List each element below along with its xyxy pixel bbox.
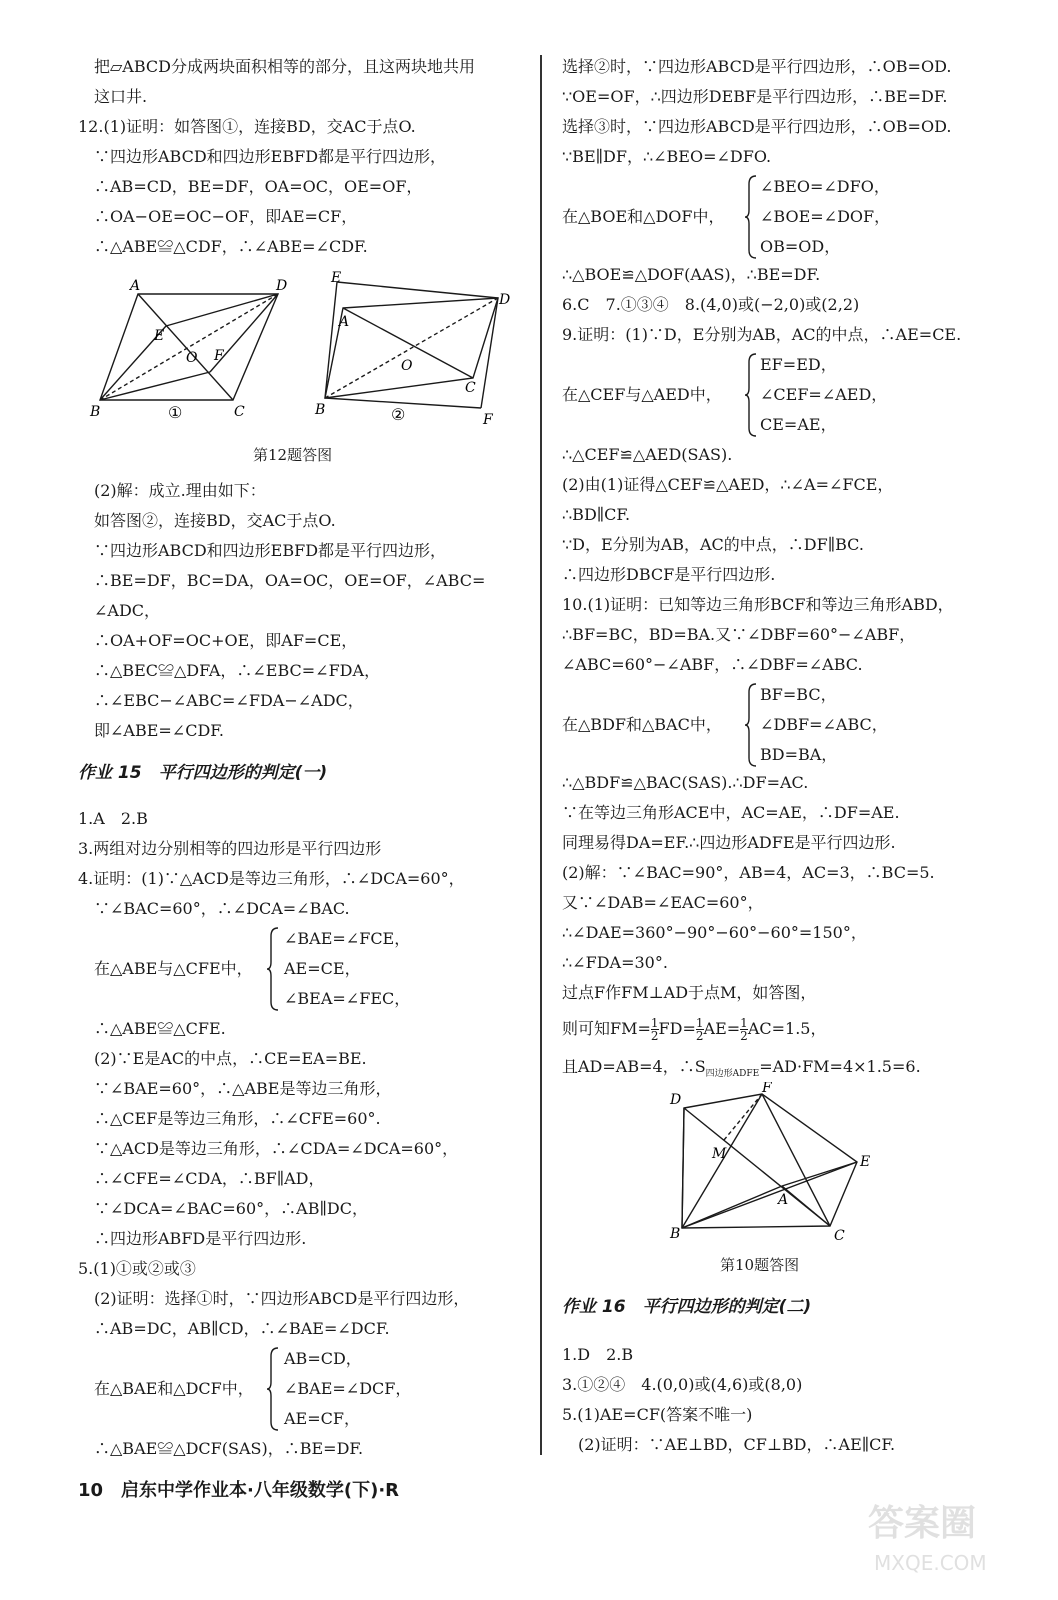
formula-text: AE=: [703, 1019, 741, 1038]
text-line: 3.①②④ 4.(0,0)或(4,6)或(8,0): [562, 1375, 803, 1394]
brace-system: [562, 680, 982, 772]
column-divider: [540, 55, 542, 1455]
label-F: F: [214, 348, 224, 364]
text-line: (2)由(1)证得△CEF≌△AED，∴∠A=∠FCE，: [562, 475, 894, 494]
text-line: ∴△BOE≌△DOF(AAS)，∴BE=DF.: [562, 265, 821, 284]
text-line: 同理易得DA=EF.∴四边形ADFE是平行四边形.: [562, 833, 896, 852]
subscript: 四边形ADFE: [705, 1069, 760, 1080]
svg-text:答案圈: 答案圈: [868, 1503, 977, 1544]
text-line: 选择②时，∵四边形ABCD是平行四边形，∴OB=OD.: [562, 57, 952, 76]
text-line: 5.(1)AE=CF(答案不唯一): [562, 1405, 753, 1424]
text-line: 1.D 2.B: [562, 1345, 634, 1364]
page-footer: 10 启东中学作业本·八年级数学(下)·R: [78, 1480, 400, 1501]
label-B: B: [315, 402, 326, 418]
label-D: D: [499, 292, 511, 308]
label-F: F: [483, 412, 493, 428]
brace-item: ∠BAE=∠FCE，: [284, 929, 411, 948]
brace-item: OB=OD，: [760, 237, 841, 256]
brace-system: [78, 924, 478, 1016]
area-formula-line: [562, 1056, 921, 1085]
text-line: ∵四边形ABCD和四边形EBFD都是平行四边形，: [78, 541, 447, 560]
brace-system: [78, 1344, 478, 1436]
text-line: 又∵∠DAB=∠EAC=60°，: [562, 893, 764, 912]
brace-item: ∠BOE=∠DOF，: [760, 207, 891, 226]
text-line: ∴BF=BC，BD=BA.又∵∠DBF=60°−∠ABF，: [562, 625, 916, 644]
label-D: D: [276, 278, 288, 294]
text-line: ∵BE∥DF，∴∠BEO=∠DFO.: [562, 147, 772, 166]
text-line: ∴∠EBC−∠ABC=∠FDA−∠ADC，: [78, 691, 364, 710]
figure-12-2: [313, 270, 513, 430]
label-E: E: [331, 270, 342, 286]
brace-icon: [744, 682, 758, 768]
brace-icon: [266, 1346, 280, 1432]
label-O: O: [401, 358, 413, 374]
text-line: ∴△ABE≌△CFE.: [78, 1019, 226, 1038]
text-line: ∵∠DCA=∠BAC=60°，∴AB∥DC，: [78, 1199, 368, 1218]
formula-text: FD=: [658, 1019, 696, 1038]
label-M: M: [712, 1146, 727, 1162]
text-line: ∵D，E分别为AB，AC的中点，∴DF∥BC.: [562, 535, 864, 554]
brace-label: 在△BOE和△DOF中，: [562, 207, 725, 226]
label-E: E: [860, 1154, 871, 1170]
formula-text: 则可知FM=: [562, 1019, 651, 1038]
figure-caption: 第12题答图: [253, 446, 333, 464]
watermark-logo: [858, 1490, 1018, 1580]
brace-item: ∠BEA=∠FEC，: [284, 989, 411, 1008]
text-line: ∴△BDF≌△BAC(SAS).∴DF=AC.: [562, 773, 809, 792]
brace-item: BD=BA，: [760, 745, 838, 764]
text-line: 9.证明：(1)∵D，E分别为AB，AC的中点，∴AE=CE.: [562, 325, 962, 344]
fm-formula-line: [562, 1014, 826, 1044]
brace-system: [562, 172, 982, 264]
brace-item: AE=CF，: [284, 1409, 360, 1428]
fraction-half: $\frac{1}{2}$: [695, 1016, 704, 1043]
text-line: (2)证明：选择①时，∵四边形ABCD是平行四边形，: [78, 1289, 470, 1308]
brace-item: AE=CE，: [284, 959, 361, 978]
section-heading-hw16: 作业 16 平行四边形的判定(二): [562, 1297, 812, 1317]
text-line: 6.C 7.①③④ 8.(4,0)或(−2,0)或(2,2): [562, 295, 860, 314]
text-line: ∵OE=OF，∴四边形DEBF是平行四边形，∴BE=DF.: [562, 87, 948, 106]
fraction-half: $\frac{1}{2}$: [650, 1016, 659, 1043]
section-heading-hw15: 作业 15 平行四边形的判定(一): [78, 763, 328, 783]
text-line: ∵△ACD是等边三角形，∴∠CDA=∠DCA=60°，: [78, 1139, 459, 1158]
text-line: ∴△BAE≌△DCF(SAS)，∴BE=DF.: [78, 1439, 364, 1458]
label-A: A: [130, 278, 141, 294]
brace-item: BF=BC，: [760, 685, 837, 704]
text-line: ∵∠BAE=60°，∴△ABE是等边三角形，: [78, 1079, 392, 1098]
fraction-half: $\frac{1}{2}$: [740, 1016, 748, 1043]
text-line: ∴∠FDA=30°.: [562, 953, 668, 972]
label-O: O: [186, 350, 198, 366]
text-line: ∴OA−OE=OC−OF，即AE=CF，: [78, 207, 358, 226]
brace-item: CE=AE，: [760, 415, 837, 434]
text-line: ∵∠BAC=60°，∴∠DCA=∠BAC.: [78, 899, 350, 918]
brace-item: ∠BAE=∠DCF，: [284, 1379, 412, 1398]
text-line: ∴四边形DBCF是平行四边形.: [562, 565, 776, 584]
formula-text: AC=1.5，: [747, 1019, 827, 1038]
label-A: A: [339, 314, 350, 330]
label-B: B: [670, 1226, 681, 1242]
svg-text:MXQE.COM: MXQE.COM: [874, 1551, 987, 1575]
text-line: ∴AB=DC，AB∥CD，∴∠BAE=∠DCF.: [78, 1319, 390, 1338]
text-line: ∠ABC=60°−∠ABF，∴∠DBF=∠ABC.: [562, 655, 863, 674]
figure-12-1: [88, 274, 288, 424]
text-line: 即∠ABE=∠CDF.: [78, 721, 224, 740]
brace-label: 在△BDF和△BAC中，: [562, 715, 722, 734]
text-line: ∴∠DAE=360°−90°−60°−60°=150°，: [562, 923, 867, 942]
label-E: E: [154, 328, 165, 344]
label-D: D: [670, 1092, 682, 1108]
text-line: ∴AB=CD，BE=DF，OA=OC，OE=OF，: [78, 177, 423, 196]
text-line: 4.证明：(1)∵△ACD是等边三角形，∴∠DCA=60°，: [78, 869, 465, 888]
brace-item: EF=ED，: [760, 355, 837, 374]
brace-label: 在△CEF与△AED中，: [562, 385, 722, 404]
label-C: C: [834, 1228, 845, 1242]
text-line: ∴∠CFE=∠CDA，∴BF∥AD，: [78, 1169, 325, 1188]
text-line: ∴△BEC≌△DFA，∴∠EBC=∠FDA，: [78, 661, 381, 680]
text-line: 5.(1)①或②或③: [78, 1259, 196, 1278]
figure-caption: 第10题答图: [720, 1256, 800, 1274]
brace-item: AB=CD，: [284, 1349, 362, 1368]
text-line: 如答图②，连接BD，交AC于点O.: [78, 511, 336, 530]
text-line: (2)解：∵∠BAC=90°，AB=4，AC=3，∴BC=5.: [562, 863, 935, 882]
text-line: ∴四边形ABFD是平行四边形.: [78, 1229, 307, 1248]
brace-icon: [744, 174, 758, 260]
figure-10: [662, 1082, 882, 1242]
brace-item: ∠BEO=∠DFO，: [760, 177, 890, 196]
text-line: ∴OA+OF=OC+OE，即AF=CE，: [78, 631, 358, 650]
text-line: ∴△CEF≌△AED(SAS).: [562, 445, 733, 464]
brace-item: ∠CEF=∠AED，: [760, 385, 888, 404]
text-line: 1.A 2.B: [78, 809, 148, 828]
label-B: B: [90, 404, 101, 420]
text-line: 把▱ABCD分成两块面积相等的部分，且这两块地共用: [78, 57, 475, 76]
text-line: (2)∵E是AC的中点，∴CE=EA=BE.: [78, 1049, 367, 1068]
text-line: ∴△CEF是等边三角形，∴∠CFE=60°.: [78, 1109, 381, 1128]
brace-icon: [744, 352, 758, 438]
text-line: 选择③时，∵四边形ABCD是平行四边形，∴OB=OD.: [562, 117, 952, 136]
text-line: 过点F作FM⊥AD于点M，如答图，: [562, 983, 817, 1002]
text-line: ∵四边形ABCD和四边形EBFD都是平行四边形，: [78, 147, 447, 166]
label-C: C: [234, 404, 245, 420]
text-line: 这口井.: [78, 87, 148, 106]
text-line: 12.(1)证明：如答图①，连接BD，交AC于点O.: [78, 117, 416, 136]
label-A: A: [778, 1192, 789, 1208]
text-line: 3.两组对边分别相等的四边形是平行四边形: [78, 839, 382, 858]
label-F: F: [762, 1082, 772, 1096]
formula-text: 且AD=AB=4，∴S: [562, 1057, 706, 1076]
text-line: ∴△ABE≌△CDF，∴∠ABE=∠CDF.: [78, 237, 368, 256]
brace-system: [562, 350, 982, 442]
brace-label: 在△BAE和△DCF中，: [78, 1379, 254, 1398]
text-line: 10.(1)证明：已知等边三角形BCF和等边三角形ABD，: [562, 595, 954, 614]
figure-number: ①: [168, 403, 183, 422]
figure-number: ②: [391, 405, 406, 424]
brace-icon: [266, 926, 280, 1012]
brace-label: 在△ABE与△CFE中，: [78, 959, 253, 978]
text-line: (2)解：成立.理由如下：: [78, 481, 266, 500]
label-C: C: [465, 380, 476, 396]
text-line: ∴BE=DF，BC=DA，OA=OC，OE=OF，∠ABC=: [78, 571, 486, 590]
text-line: ∵在等边三角形ACE中，AC=AE，∴DF=AE.: [562, 803, 900, 822]
text-line: ∴BD∥CF.: [562, 505, 631, 524]
formula-text: =AD·FM=4×1.5=6.: [759, 1057, 921, 1076]
text-line: ∠ADC，: [78, 601, 161, 620]
text-line: (2)证明：∵AE⊥BD，CF⊥BD，∴AE∥CF.: [562, 1435, 896, 1454]
brace-item: ∠DBF=∠ABC，: [760, 715, 888, 734]
